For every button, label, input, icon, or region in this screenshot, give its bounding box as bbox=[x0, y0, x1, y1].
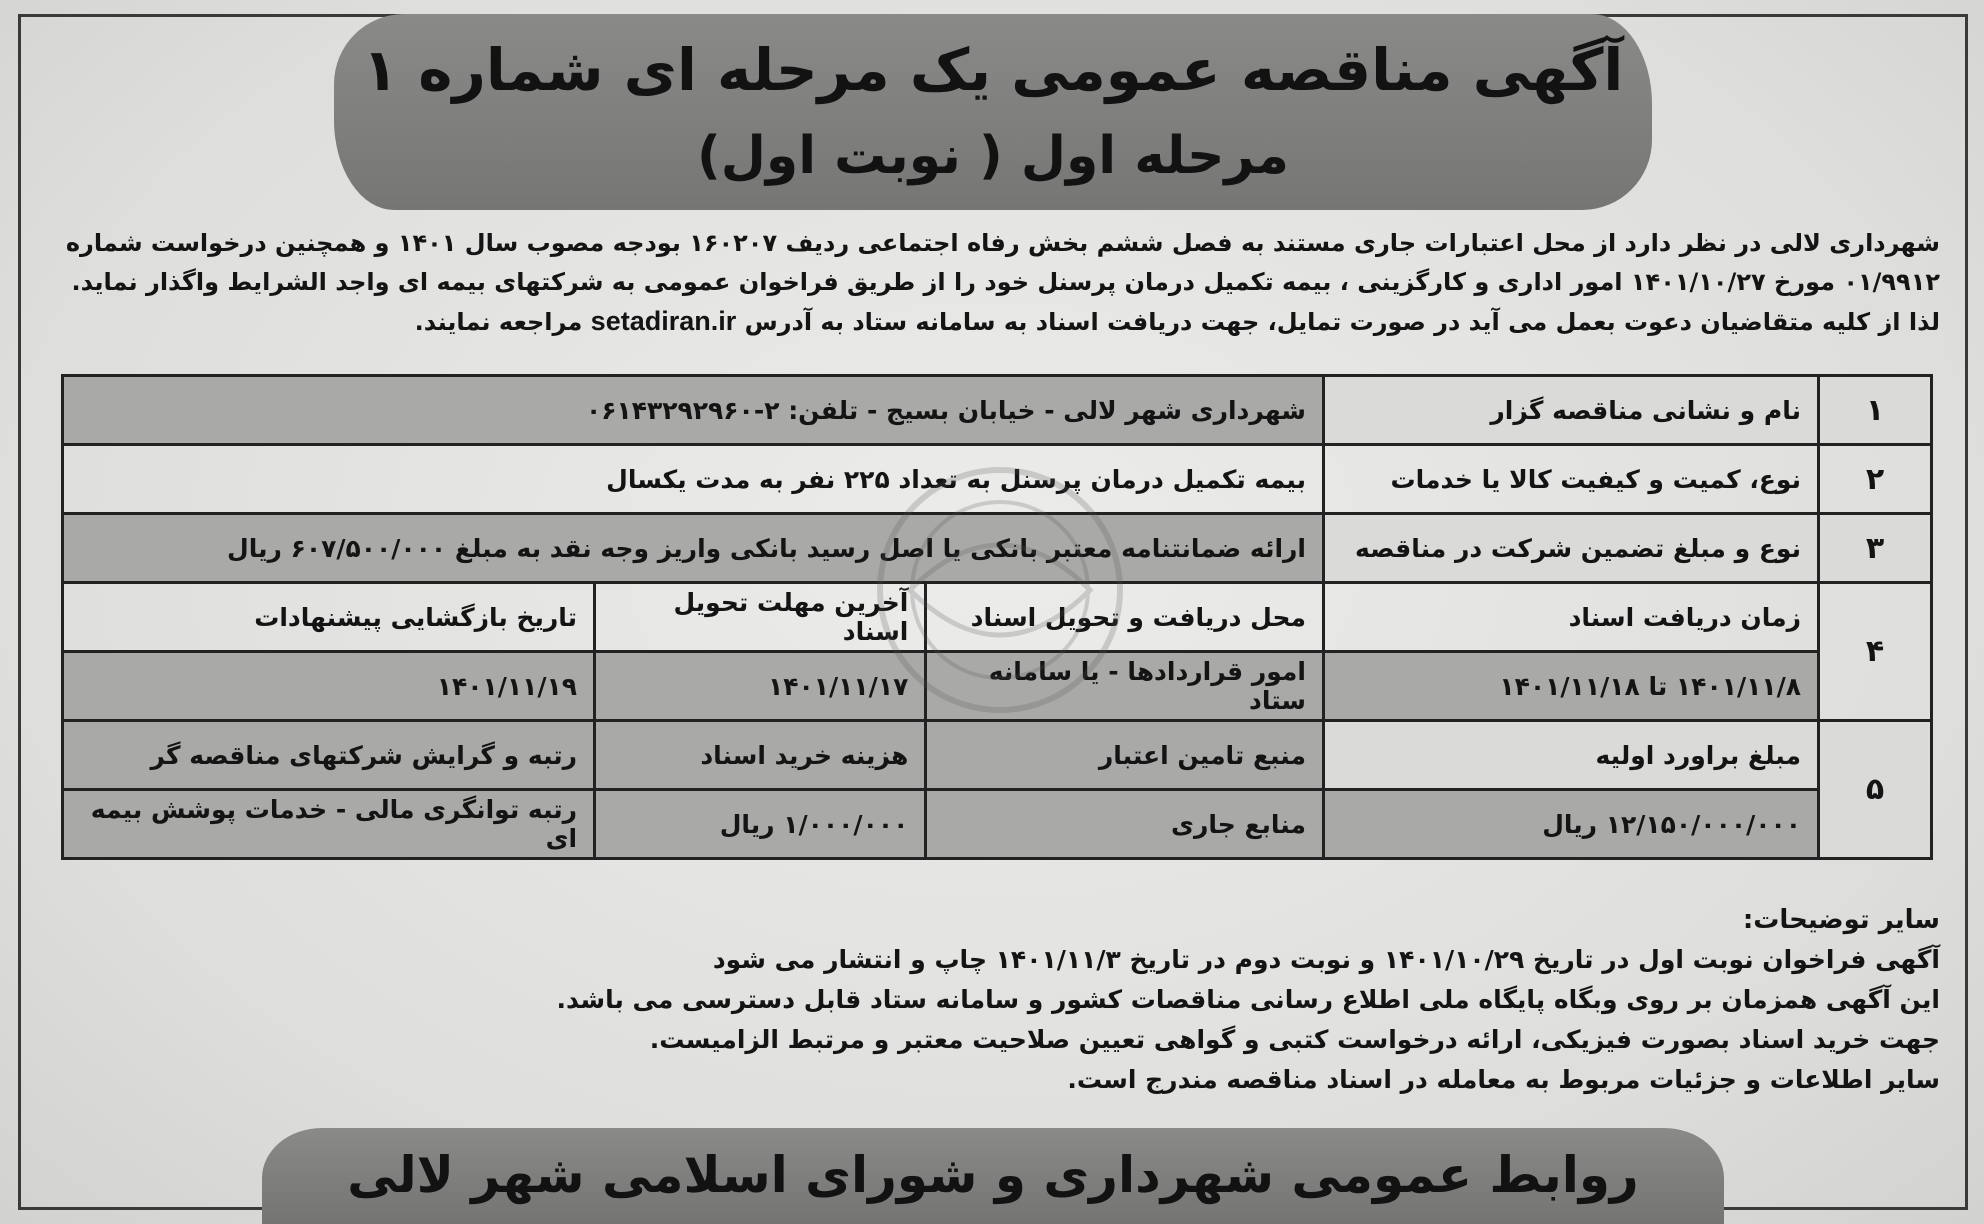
footer-banner bbox=[262, 1128, 1724, 1224]
row-value: شهرداری شهر لالی - خیابان بسیج - تلفن: ۲-۰۶۱۴۳۲۹۲۹۶۰ bbox=[63, 376, 1324, 445]
header-banner bbox=[334, 14, 1652, 210]
other-notes bbox=[60, 900, 1940, 1100]
note-item: آگهی فراخوان نوبت اول در تاریخ ۱۴۰۱/۱۰/۲۹ و نوبت دوم در تاریخ ۱۴۰۱/۱۱/۳ چاپ و انتشار می شود bbox=[712, 945, 1940, 974]
intro-paragraph bbox=[60, 224, 1940, 342]
row-label-value: ۱۲/۱۵۰/۰۰۰/۰۰۰ ریال bbox=[1324, 790, 1819, 859]
column-header: هزینه خرید اسناد bbox=[595, 721, 926, 790]
cell-value: ۱۴۰۱/۱۱/۱۷ bbox=[595, 652, 926, 721]
column-header: تاریخ بازگشایی پیشنهادات bbox=[63, 583, 595, 652]
row-label: مبلغ براورد اولیه bbox=[1324, 721, 1819, 790]
row-value: ارائه ضمانتنامه معتبر بانکی یا اصل رسید بانکی واریز وجه نقد به مبلغ ۶۰۷/۵۰۰/۰۰۰ ریال bbox=[63, 514, 1324, 583]
row-number: ۱ bbox=[1819, 376, 1932, 445]
table-row bbox=[63, 583, 1932, 652]
row-label: نوع و مبلغ تضمین شرکت در مناقصه bbox=[1324, 514, 1819, 583]
tender-details-table bbox=[61, 374, 1933, 860]
footer-signature: روابط عمومی شهرداری و شورای اسلامی شهر لالی bbox=[347, 1146, 1639, 1204]
setadiran-url: setadiran.ir bbox=[590, 306, 737, 336]
table-row bbox=[63, 652, 1932, 721]
notice-subtitle: مرحله اول ( نوبت اول) bbox=[697, 126, 1289, 186]
note-item: جهت خرید اسناد بصورت فیزیکی، ارائه درخواست کتبی و گواهی تعیین صلاحیت معتبر و مرتبط الزامیست. bbox=[649, 1025, 1940, 1054]
table-row bbox=[63, 790, 1932, 859]
cell-value: رتبه توانگری مالی - خدمات پوشش بیمه ای bbox=[63, 790, 595, 859]
column-header: آخرین مهلت تحویل اسناد bbox=[595, 583, 926, 652]
row-number: ۴ bbox=[1819, 583, 1932, 721]
column-header: محل دریافت و تحویل اسناد bbox=[926, 583, 1324, 652]
row-number: ۲ bbox=[1819, 445, 1932, 514]
cell-value: منابع جاری bbox=[926, 790, 1324, 859]
row-label: زمان دریافت اسناد bbox=[1324, 583, 1819, 652]
row-number: ۵ bbox=[1819, 721, 1932, 859]
table-row bbox=[63, 721, 1932, 790]
table-row bbox=[63, 514, 1932, 583]
cell-value: ۱/۰۰۰/۰۰۰ ریال bbox=[595, 790, 926, 859]
intro-line-1: شهرداری لالی در نظر دارد از محل اعتبارات جاری مستند به فصل ششم بخش رفاه اجتماعی ردیف ۱۶۰۲۰۷ بودجه مصوب سال ۱۴۰۱ و همچنین درخواست شماره bbox=[65, 229, 1940, 257]
notice-title: آگهی مناقصه عمومی یک مرحله ای شماره ۱ bbox=[362, 36, 1624, 104]
note-item: سایر اطلاعات و جزئیات مربوط به معامله در اسناد مناقصه مندرج است. bbox=[1067, 1065, 1940, 1094]
row-label-value: ۱۴۰۱/۱۱/۸ تا ۱۴۰۱/۱۱/۱۸ bbox=[1324, 652, 1819, 721]
intro-line-3-before: لذا از کلیه متقاضیان دعوت بعمل می آید در صورت تمایل، جهت دریافت اسناد به سامانه ستاد به آدرس bbox=[744, 308, 1940, 336]
row-label: نام و نشانی مناقصه گزار bbox=[1324, 376, 1819, 445]
intro-line-2: ۰۱/۹۹۱۲ مورخ ۱۴۰۱/۱۰/۲۷ امور اداری و کارگزینی ، بیمه تکمیل درمان پرسنل خود را از طریق فراخوان عمومی به شرکتهای بیمه ای واجد الشرایط واگذار نماید. bbox=[71, 268, 1940, 296]
cell-value: امور قراردادها - یا سامانه ستاد bbox=[926, 652, 1324, 721]
row-value: بیمه تکمیل درمان پرسنل به تعداد ۲۲۵ نفر به مدت یکسال bbox=[63, 445, 1324, 514]
column-header: رتبه و گرایش شرکتهای مناقصه گر bbox=[63, 721, 595, 790]
cell-value: ۱۴۰۱/۱۱/۱۹ bbox=[63, 652, 595, 721]
column-header: منبع تامین اعتبار bbox=[926, 721, 1324, 790]
note-item: این آگهی همزمان بر روی وبگاه پایگاه ملی اطلاع رسانی مناقصات کشور و سامانه ستاد قابل دسترسی می باشد. bbox=[556, 985, 1940, 1014]
notes-heading: سایر توضیحات: bbox=[1742, 905, 1940, 935]
row-label: نوع، کمیت و کیفیت کالا یا خدمات bbox=[1324, 445, 1819, 514]
table-row bbox=[63, 445, 1932, 514]
row-number: ۳ bbox=[1819, 514, 1932, 583]
table-row bbox=[63, 376, 1932, 445]
intro-line-3 bbox=[60, 302, 1940, 342]
intro-line-3-after: مراجعه نمایند. bbox=[414, 308, 583, 336]
